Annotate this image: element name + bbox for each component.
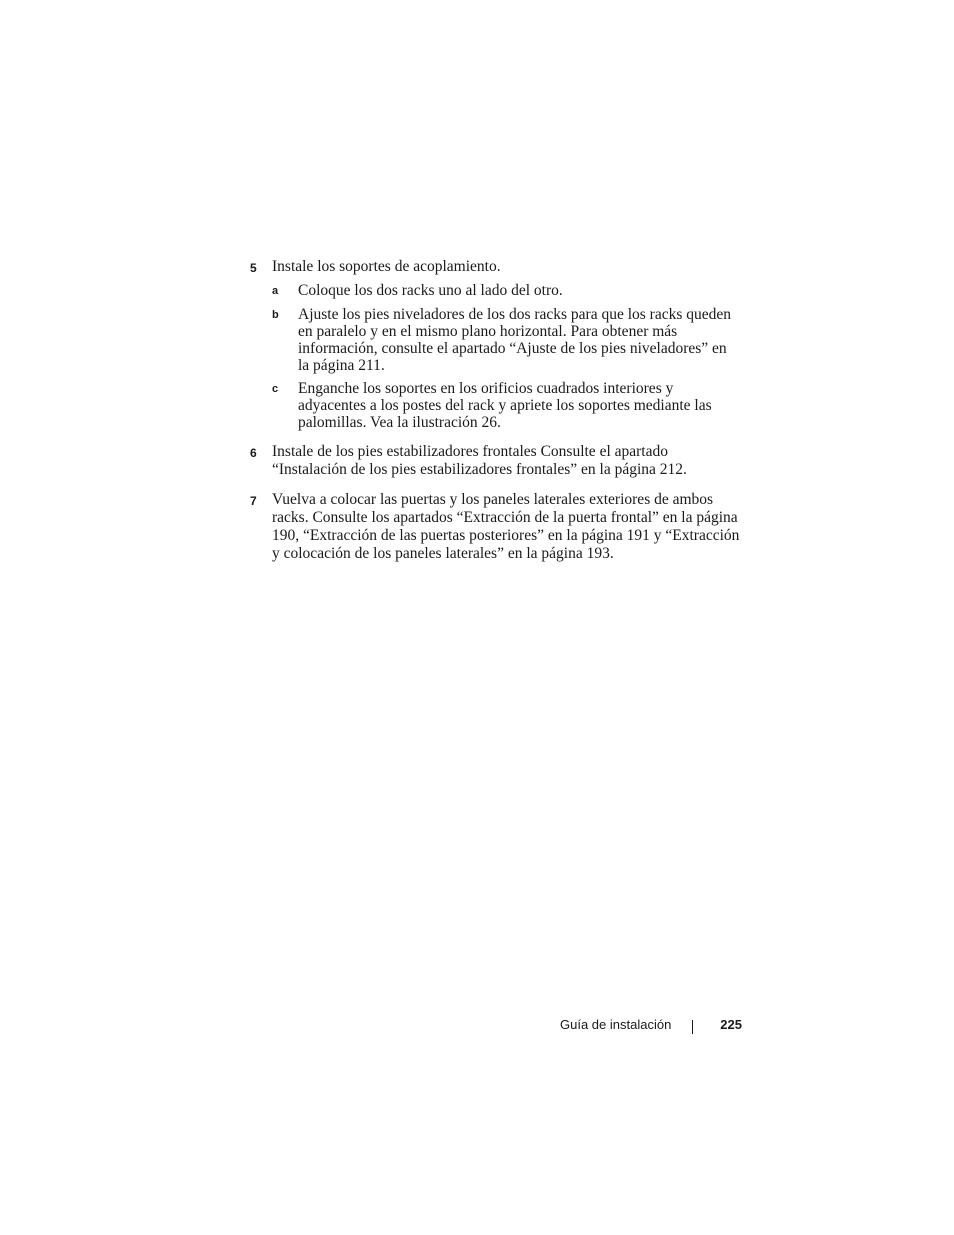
substep-letter: c (272, 383, 279, 395)
step-text: Instale los soportes de acoplamiento. (272, 258, 501, 275)
substep-b (272, 306, 740, 374)
substep-text: Enganche los soportes en los orificios cuadrados interiores y adyacentes a los postes del rack y apriete los soportes mediante las palomillas. Vea la ilustración 26. (298, 380, 712, 431)
step-text: Vuelva a colocar las puertas y los paneles laterales exteriores de ambos racks. Consulte los apartados “Extracción de la puerta frontal” en la página 190, “Extracción de las puertas posteriores” en la página 191 y “Extracción y colocación de los paneles laterales” en la página 193. (272, 491, 740, 562)
substep-text: Coloque los dos racks uno al lado del otro. (298, 282, 563, 299)
substep-letter: b (272, 309, 279, 321)
page-footer (560, 1016, 742, 1034)
step-text: Instale de los pies estabilizadores frontales Consulte el apartado “Instalación de los pies estabilizadores frontales” en la página 212. (272, 443, 687, 478)
step-body (272, 258, 740, 437)
step-6 (250, 443, 740, 485)
footer-separator (692, 1020, 693, 1034)
step-number: 7 (250, 494, 257, 508)
substep-c (272, 380, 740, 431)
page-number: 225 (720, 1017, 742, 1032)
step-number: 5 (250, 261, 257, 275)
substep-a (272, 282, 740, 300)
substep-text: Ajuste los pies niveladores de los dos racks para que los racks queden en paralelo y en el mismo plano horizontal. Para obtener más información, consulte el apartado “Ajuste de los pies niveladores” en la página 211. (298, 306, 732, 374)
procedure-list (250, 258, 740, 575)
step-body (272, 443, 740, 485)
footer-title: Guía de instalación (560, 1017, 672, 1032)
step-body (272, 491, 740, 569)
step-5 (250, 258, 740, 437)
step-number: 6 (250, 446, 257, 460)
substep-letter: a (272, 285, 279, 297)
step-7 (250, 491, 740, 569)
